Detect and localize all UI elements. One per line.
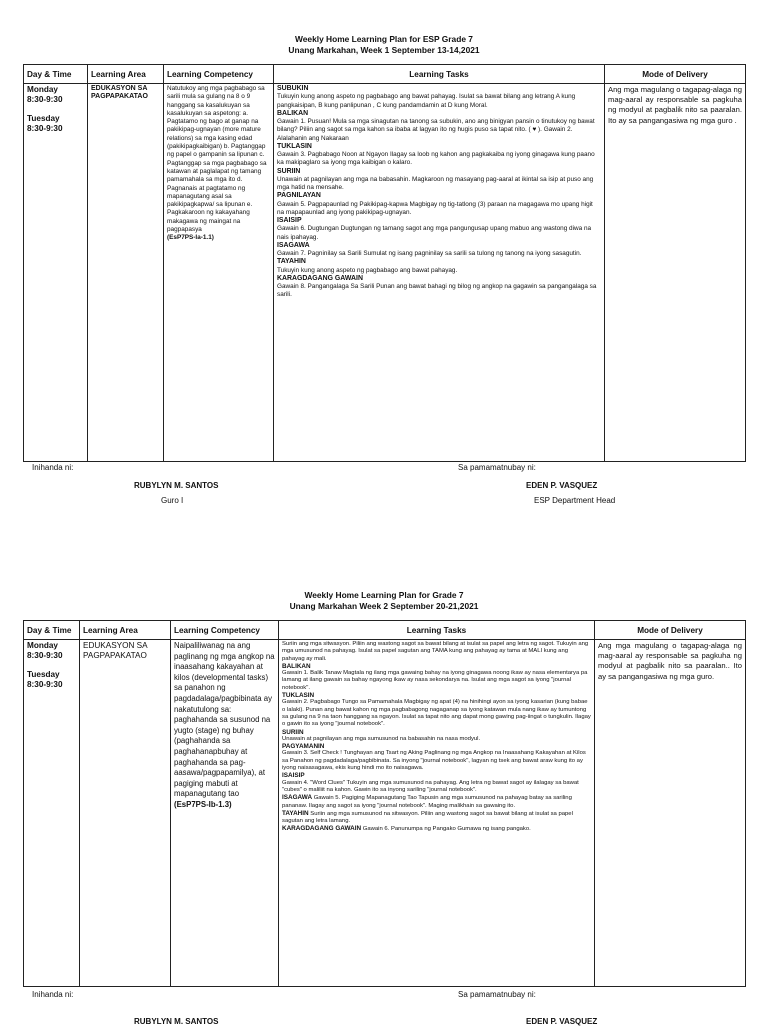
task-heading: SURIIN [277, 167, 301, 175]
task-block [282, 641, 591, 663]
task-block [277, 192, 601, 217]
plan-1-title-line-2: Unang Markahan, Week 1 September 13-14,2021 [288, 45, 480, 55]
plan-2-title-line-2: Unang Markahan Week 2 September 20-21,2021 [289, 601, 479, 611]
header-learning-area: Learning Area [80, 621, 171, 640]
task-heading: ISAGAWA [282, 794, 313, 802]
day-monday: Monday [27, 85, 58, 94]
plan-1-prepared-role: Guro I [161, 496, 184, 505]
task-block [282, 743, 591, 772]
task-text: Suriin ang mga sitwasyon. Piliin ang wastong sagot sa bawat bilang at isulat sa papel ang letra ng sagot. Tukuyin ang mga umusunod na pahayag. Isulat sa papel sagutan ang TAMA kung ang pahayag ay tama at MALI kung ang pahayag ay mali. [282, 641, 589, 662]
task-block [282, 663, 591, 692]
plan-1-learning-tasks [274, 84, 605, 462]
plan-2-day-time [24, 640, 80, 987]
task-heading: ISAISIP [282, 772, 305, 780]
task-text: Tukuyin kung anong aspeto ng pagbabago ang bawat pahayag. Isulat sa bawat bilang ang letrang A kung pangkaisipan, B kung panlipunan , C kung pandamdamin at D kung Moral. [277, 93, 576, 109]
header-learning-area: Learning Area [88, 65, 164, 84]
task-text: Gawain 1. Balik Tanaw Magtala ng ilang mga gawaing bahay na iyong ginagawa noong ikaw ay nasa elementarya pa lamang at ilang gawain sa bahay ngayong ikaw ay nasa sekondarya na. Isulat ang mga sagot sa iyong "journal notebook". [282, 670, 588, 691]
plan-1-body-row [24, 84, 746, 462]
task-text: Suriin ang mga sumusunod na sitwasyon. Piliin ang wastong sagot sa bawat bilang at isulat sa papel sagutan ang letra lamang. [282, 810, 573, 825]
task-text: Gawain 3. Self Check ! Tunghayan ang Tsart ng Aking Paglinang ng mga Angkop na Inaasahang Kakayahan at Kilos sa Panahon ng pagdadalaga/pagbibinata. Sa inyong "journal notebook", lagyan ng tsek ang bawat araw kung ito ay iyong naisasagawa, ekis kung hindi mo ito naisagawa. [282, 750, 586, 772]
task-heading: TUKLASIN [277, 142, 312, 150]
task-heading: BALIKAN [282, 662, 311, 670]
task-block [282, 794, 591, 810]
task-text: Gawain 1. Pusuan! Mula sa mga sinagutan na tanong sa subukin, ano ang binigyan pansin o tinutukoy ng bawat bilang? Piliin ang sagot sa mga kahon sa ibaba at lagyan ito ng hugis puso sa tapat nito. ( ♥ ). Gawain 2. Alalahanin ang Nakaraan [277, 118, 595, 142]
task-block [282, 825, 591, 833]
plan-1-noted-label: Sa pamamatnubay ni: [458, 463, 536, 472]
header-learning-competency: Learning Competency [164, 65, 274, 84]
task-block [277, 85, 601, 110]
plan-1-prepared-name: RUBYLYN M. SANTOS [134, 481, 219, 490]
task-block [277, 143, 601, 168]
competency-text: Naipaliliwanag na ang paglinang ng mga angkop na inaasahang kakayahan at kilos (developmental tasks) sa panahon ng pagdadalaga/pagbibinata ay nakatutulong sa: paghahanda sa susunod na yugto (stage) ng buhay (paghahanda sa paghahanapbuhay at paghahanda sa pag-aasawa/pagpapamilya), at pagiging mabuti at mapanagutang tao [174, 641, 275, 799]
task-text: Gawain 6. Panunumpa ng Pangako Gumawa ng isang pangako. [362, 826, 531, 833]
plan-2-noted-name: EDEN P. VASQUEZ [526, 1017, 598, 1026]
header-mode-of-delivery: Mode of Delivery [595, 621, 746, 640]
task-heading: KARAGDAGANG GAWAIN [282, 825, 362, 833]
task-text: Gawain 5. Pagiging Mapanagutang Tao Tapusin ang mga sumusunod na pahayag batay sa sariling pananaw. Ilagay ang sagot sa iyong "journal notebook". Maging malikhain sa gawaing ito. [282, 795, 572, 809]
task-heading: SURIIN [282, 728, 304, 736]
plan-2-learning-competency [171, 640, 279, 987]
task-block [282, 729, 591, 744]
plan-1-noted-name: EDEN P. VASQUEZ [526, 481, 598, 490]
header-learning-competency: Learning Competency [171, 621, 279, 640]
plan-1-noted-role: ESP Department Head [534, 496, 616, 505]
mode-text: Ang mga magulang o tagapag-alaga ng mag-aaral ay responsable sa pagkuha ng modyul at pagbalik nito sa paaralan.. Ito ay sa pangangasiwa ng mga guro. [598, 641, 742, 681]
task-block [277, 168, 601, 193]
task-heading: ISAISIP [277, 217, 302, 224]
task-heading: TAYAHIN [282, 809, 309, 817]
task-text: Unawain at pagnilayan ang mga sumusunod na babasahin na nasa modyul. [282, 735, 481, 742]
plan-1-learning-competency [164, 84, 274, 462]
plan-1-table [23, 64, 746, 462]
plan-2-prepared-name: RUBYLYN M. SANTOS [134, 1017, 219, 1026]
task-text: Gawain 5. Pagpapaunlad ng Pakikipag-kapwa Magbigay ng tig-tatlong (3) paraan na magagawa mo upang higit na mapapaunlad ang iyong pakikipag-ugnayan. [277, 200, 593, 216]
task-text: Tukuyin kung anong aspeto ng pagbabago ang bawat pahayag. [277, 266, 458, 274]
task-block [277, 110, 601, 143]
task-text: Gawain 8. Pangangalaga Sa Sarili Punan ang bawat bahagi ng bilog ng angkop na gagawin sa pangangalaga sa sarili. [277, 283, 597, 299]
task-heading: PAGNILAYAN [277, 192, 321, 200]
task-heading: KARAGDAGANG GAWAIN [277, 274, 363, 282]
mode-text: Ang mga magulang o tagapag-alaga ng mag-aaral ay responsable sa pagkuha ng modyul at pagbalik nito sa paaralan. Ito ay sa pangangasiwa ng mga guro . [608, 85, 742, 125]
plan-2-title [0, 590, 768, 612]
plan-1-learning-area [88, 84, 164, 462]
day-tuesday: Tuesday [27, 670, 60, 679]
task-block [277, 242, 601, 259]
task-text: Gawain 2. Pagbabago Tungo sa Pamamahala Magbigay ng apat (4) na hinihingi ayon sa iyong kasarian (kung babae o lalaki). Punan ang bawat kahon ng mga pagbabagong nagaganap sa iyong katawan mula nang ikaw ay tumuntong sa gulang na 9 na taon hanggang sa ngayon. Isulat sa tapat nito ang dapat mong gawing pag-iingat o tungkulin. Ilagay o gawin ito sa iyong "journal notebook". [282, 699, 591, 728]
header-day-time: Day & Time [24, 621, 80, 640]
competency-code: (EsP7PS-Ib-1.3) [174, 799, 232, 809]
plan-1-title-line-1: Weekly Home Learning Plan for ESP Grade 7 [295, 34, 473, 44]
plan-2-learning-area [80, 640, 171, 987]
header-learning-tasks: Learning Tasks [279, 621, 595, 640]
learning-area-text: EDUKASYON SA PAGPAPAKATAO [91, 85, 148, 100]
task-heading: SUBUKIN [277, 85, 309, 92]
header-day-time: Day & Time [24, 65, 88, 84]
plan-2-prepared-label: Inihanda ni: [32, 990, 74, 999]
task-block [277, 258, 601, 275]
task-heading: TUKLASIN [282, 692, 315, 700]
task-heading: PAGYAMANIN [282, 743, 325, 751]
plan-1-mode-of-delivery [605, 84, 746, 462]
header-mode-of-delivery: Mode of Delivery [605, 65, 746, 84]
task-heading: TAYAHIN [277, 258, 306, 266]
task-block [277, 217, 601, 242]
plan-2-noted-label: Sa pamamatnubay ni: [458, 990, 536, 999]
time-monday: 8:30-9:30 [27, 651, 63, 660]
learning-area-text: EDUKASYON SA PAGPAPAKATAO [83, 641, 148, 660]
plan-2-mode-of-delivery [595, 640, 746, 987]
task-block [277, 275, 601, 300]
task-block [282, 772, 591, 794]
plan-2-learning-tasks [279, 640, 595, 987]
day-monday: Monday [27, 641, 58, 650]
plan-1-day-time [24, 84, 88, 462]
task-text: Gawain 3. Pagbabago Noon at Ngayon Ilagay sa loob ng kahon ang pagkakaiba ng iyong ginagawa kung paano ka makipaglaro sa iyong mga kaibigan o kalaro. [277, 151, 595, 167]
competency-code: (EsP7PS-Ia-1.1) [167, 234, 214, 242]
task-heading: BALIKAN [277, 109, 309, 117]
plan-1-header-row [24, 65, 746, 84]
day-tuesday: Tuesday [27, 114, 60, 123]
header-learning-tasks: Learning Tasks [274, 65, 605, 84]
task-block [282, 692, 591, 728]
plan-1-prepared-label: Inihanda ni: [32, 463, 74, 472]
plan-2-title-line-1: Weekly Home Learning Plan for Grade 7 [304, 590, 464, 600]
plan-2-header-row [24, 621, 746, 640]
task-block [282, 810, 591, 826]
plan-2-table [23, 620, 746, 987]
plan-2-body-row [24, 640, 746, 987]
time-tuesday: 8:30-9:30 [27, 680, 63, 689]
time-monday: 8:30-9:30 [27, 95, 63, 104]
task-text: Unawain at pagnilayan ang mga na babasahin. Magkaroon ng masayang pag-aaral at ikintal sa isip at puso ang mga hatid na mensahe. [277, 175, 594, 191]
task-text: Gawain 7. Pagninilay sa Sarili Sumulat ng isang pagninilay sa sarili sa tulong ng tanong na iyong sasagutin. [277, 250, 582, 257]
task-text: Gawain 6. Dugtungan Dugtungan ng tamang sagot ang mga pangungusap upang mabuo ang wastong diwa na nais ipahayag. [277, 225, 592, 241]
competency-text: Natutukoy ang mga pagbabago sa sarili mula sa gulang na 8 o 9 hanggang sa kasalukuyan sa kasalukuyan sa aspetong: a. Pagtatamo ng bago at ganap na pakikipag-ugnayan (more mature relations) sa mga kasing edad (pakikipagkaibigan) b. Pagtanggap ng papel o gampanin sa lipunan c. Pagtanggap sa mga pagbabago sa katawan at paglalapat ng tamang pamamahala sa mga ito d. Pagnanais at pagtatamo ng mapanagutang asal sa pakikipagkapwa/ sa lipunan e. Pagkakaroon ng kakayahang makagawa ng maingat na pagpapasya [167, 85, 267, 234]
task-heading: ISAGAWA [277, 241, 310, 249]
plan-1-title [0, 34, 768, 56]
time-tuesday: 8:30-9:30 [27, 124, 63, 133]
task-text: Gawain 4. "Word Clues" Tukuyin ang mga sumusunod na pahayag. Ang letra ng bawat sagot ay ilalagay sa bawat "cubes" o maliliit na kahon. Gawin ito sa inyong sariling "journal notebook". [282, 779, 579, 793]
